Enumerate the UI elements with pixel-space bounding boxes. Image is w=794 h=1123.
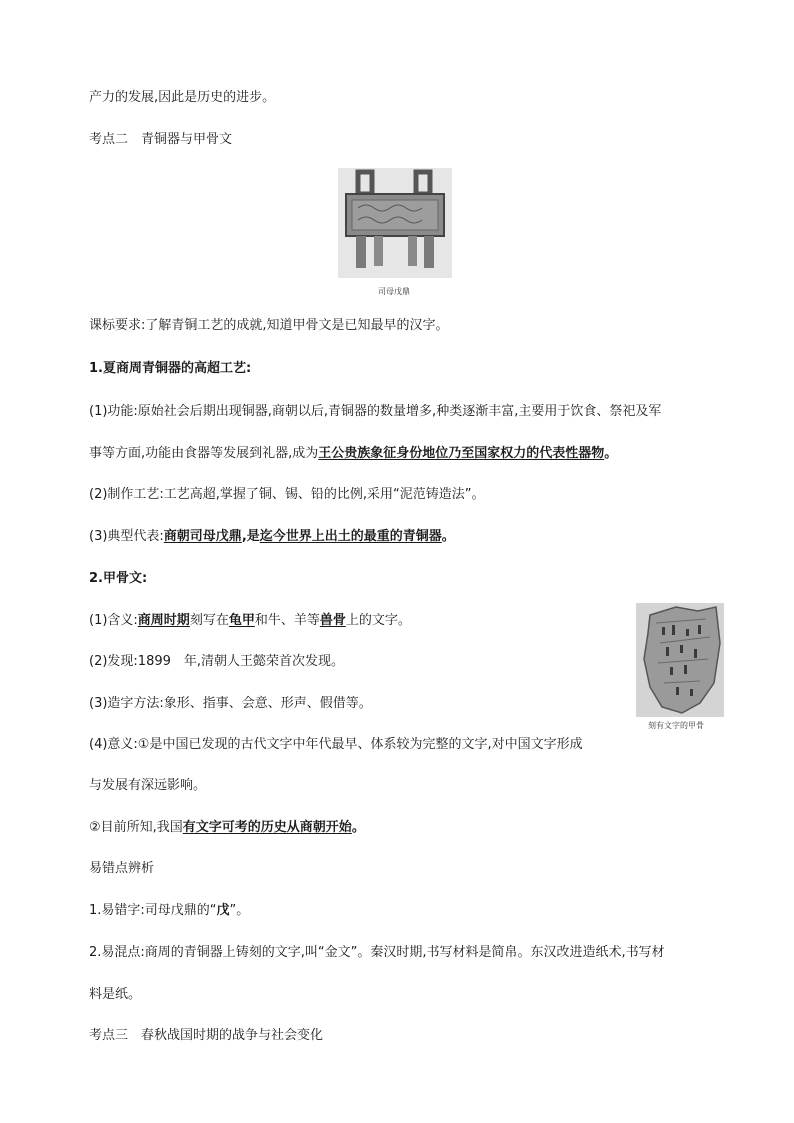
text: (1)含义: <box>89 613 138 628</box>
errors-item-2-line-1: 2.易混点:商周的青铜器上铸刻的文字,叫“金文”。秦汉时期,书写材料是简帛。东汉改进造纸术,书写材 <box>89 945 665 960</box>
curriculum-standard: 课标要求:了解青铜工艺的成就,知道甲骨文是已知最早的汉字。 <box>89 318 449 333</box>
figure-caption-oracle: 刻有文字的甲骨 <box>648 721 704 730</box>
text: 刻写在 <box>189 613 229 628</box>
figure-caption-ding: 司母戊鼎 <box>378 287 410 296</box>
section-heading-2: 考点二 青铜器与甲骨文 <box>89 132 233 147</box>
bronze-item-3 <box>89 529 455 545</box>
oracle-item-4-line-3 <box>89 820 365 836</box>
text: 上的文字。 <box>345 613 411 628</box>
oracle-item-4-line-2: 与发展有深远影响。 <box>89 778 207 793</box>
oracle-item-2: (2)发现:1899 年,清朝人王懿荣首次发现。 <box>89 654 345 669</box>
oracle-item-3: (3)造字方法:象形、指事、会意、形声、假借等。 <box>89 696 372 711</box>
text: 。 <box>441 529 455 544</box>
section-heading-3: 考点三 春秋战国时期的战争与社会变化 <box>89 1028 324 1043</box>
text: ”。 <box>229 903 250 918</box>
text: ,是 <box>241 529 260 544</box>
key-phrase: 商周时期 <box>137 613 190 628</box>
key-phrase: 王公贵族象征身份地位乃至国家权力的代表性器物 <box>318 446 605 461</box>
text: 事等方面,功能由食器等发展到礼器,成为 <box>89 446 319 461</box>
key-phrase: 有文字可考的历史从商朝开始 <box>182 820 352 835</box>
bronze-item-2: (2)制作工艺:工艺高超,掌握了铜、锡、铅的比例,采用“泥范铸造法”。 <box>89 487 485 502</box>
text: 1.易错字:司母戊鼎的“ <box>89 903 217 918</box>
oracle-item-1 <box>89 613 411 629</box>
text: 。 <box>604 446 618 461</box>
key-phrase: 商朝司母戊鼎 <box>163 529 242 544</box>
oracle-heading: 2.甲骨文: <box>89 571 148 586</box>
oracle-item-4-line-1: (4)意义:①是中国已发现的古代文字中年代最早、体系较为完整的文字,对中国文字形成 <box>89 737 583 752</box>
errors-heading: 易错点辨析 <box>89 861 155 876</box>
text: 和牛、羊等 <box>254 613 320 628</box>
key-phrase: 兽骨 <box>319 613 346 628</box>
bronze-item-1-line-2 <box>89 446 617 462</box>
text: (3)典型代表: <box>89 529 164 544</box>
errors-item-1 <box>89 903 249 919</box>
key-phrase: 龟甲 <box>228 613 255 628</box>
key-character: 戊 <box>216 903 230 918</box>
bronze-item-1-line-1: (1)功能:原始社会后期出现铜器,商朝以后,青铜器的数量增多,种类逐渐丰富,主要用于饮食、祭祀及军 <box>89 404 662 419</box>
text: 。 <box>351 820 365 835</box>
oracle-bone-image <box>636 603 724 717</box>
bronze-ding-image <box>338 168 452 278</box>
key-phrase: 迄今世界上出土的最重的青铜器 <box>259 529 442 544</box>
errors-item-2-line-2: 料是纸。 <box>89 987 142 1002</box>
continued-text-line: 产力的发展,因此是历史的进步。 <box>89 90 276 105</box>
text: ②目前所知,我国 <box>89 820 183 835</box>
bronze-heading: 1.夏商周青铜器的高超工艺: <box>89 361 252 376</box>
